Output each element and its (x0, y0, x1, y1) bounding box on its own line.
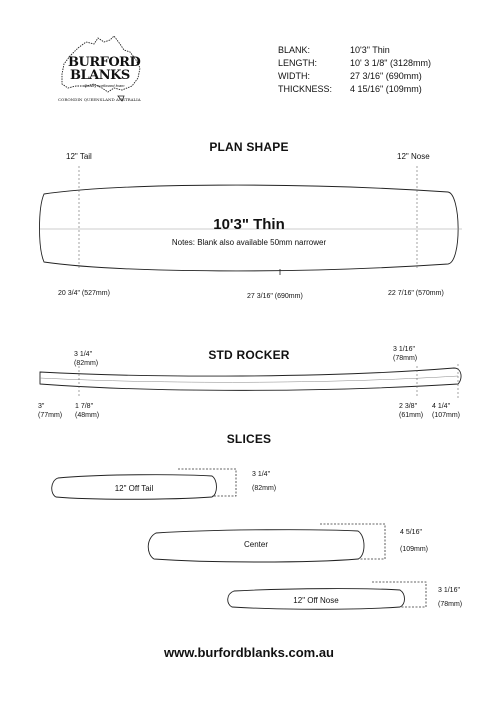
slice-center-dim-in: 4 5/16" (400, 529, 422, 536)
rocker-left-top-in: 3 1/4" (74, 351, 93, 358)
logo-tagline: Quality surfboard foam (84, 83, 125, 88)
rocker-nose-end-in: 4 1/4" (432, 403, 451, 410)
center-width-label: 27 3/16" (690mm) (247, 293, 303, 300)
rocker-heading: STD ROCKER (208, 348, 290, 362)
tail-width-label: 20 3/4" (527mm) (58, 290, 110, 297)
spec-key: THICKNESS: (278, 84, 333, 94)
plan-title: 10'3" Thin (213, 216, 285, 233)
rocker-left-top-mm: (82mm) (74, 360, 99, 367)
rocker-nose-12-in: 2 3/8" (399, 403, 418, 410)
logo-location: CORONDIN QUEENSLAND AUSTRALIA (58, 97, 141, 102)
slice-tail-dim-mm: (82mm) (252, 485, 277, 492)
slice-nose-dim-mm: (78mm) (438, 601, 463, 608)
rocker-right-top (393, 345, 417, 363)
plan-notes: Notes: Blank also available 50mm narrower (171, 238, 327, 247)
slice-tail-dim-in: 3 1/4" (252, 471, 271, 478)
slice-center-dim (400, 528, 428, 554)
rocker-nose-12-mm: (61mm) (399, 412, 424, 419)
slice-nose-label: 12" Off Nose (293, 596, 339, 605)
rocker-tail-12 (75, 402, 99, 420)
rocker-nose-12 (399, 402, 423, 420)
slice-nose-dim-in: 3 1/16" (438, 587, 460, 594)
plan-heading: PLAN SHAPE (209, 140, 289, 154)
spec-value: 10'3" Thin (350, 45, 390, 55)
spec-key: BLANK: (278, 45, 311, 55)
rocker-right-top-mm: (78mm) (393, 355, 418, 362)
plan-nose-label: 12" Nose (397, 152, 430, 161)
rocker-deck-line (40, 376, 458, 382)
rocker-right-top-in: 3 1/16" (393, 346, 415, 353)
rocker-tail-12-in: 1 7/8" (75, 403, 94, 410)
nose-width-label: 22 7/16" (570mm) (388, 290, 444, 297)
spec-key: LENGTH: (278, 58, 318, 68)
rocker-nose-end (432, 402, 460, 420)
spec-value: 10' 3 1/8" (3128mm) (350, 58, 431, 68)
rocker-left-top (74, 350, 98, 368)
slice-tail-label: 12" Off Tail (114, 484, 154, 493)
spec-value: 4 15/16" (109mm) (350, 84, 422, 94)
rocker-tail-end (38, 402, 62, 420)
spec-value: 27 3/16" (690mm) (350, 71, 422, 81)
slice-nose-dim (438, 586, 462, 609)
slice-tail-dim (252, 470, 276, 493)
slice-center-label: Center (243, 540, 268, 549)
slice-center-dim-mm: (109mm) (400, 546, 429, 553)
rocker-tail-end-in: 3" (38, 403, 45, 410)
slices-heading: SLICES (226, 432, 272, 446)
rocker-tail-12-mm: (48mm) (75, 412, 100, 419)
spec-key: WIDTH: (278, 71, 310, 81)
rocker-tail-end-mm: (77mm) (38, 412, 63, 419)
rocker-nose-end-mm: (107mm) (432, 412, 461, 419)
logo-line2: BLANKS (70, 68, 130, 83)
logo-line1: BURFORD (68, 55, 141, 70)
plan-tail-label: 12" Tail (66, 152, 92, 161)
website-link[interactable]: www.burfordblanks.com.au (164, 645, 334, 660)
